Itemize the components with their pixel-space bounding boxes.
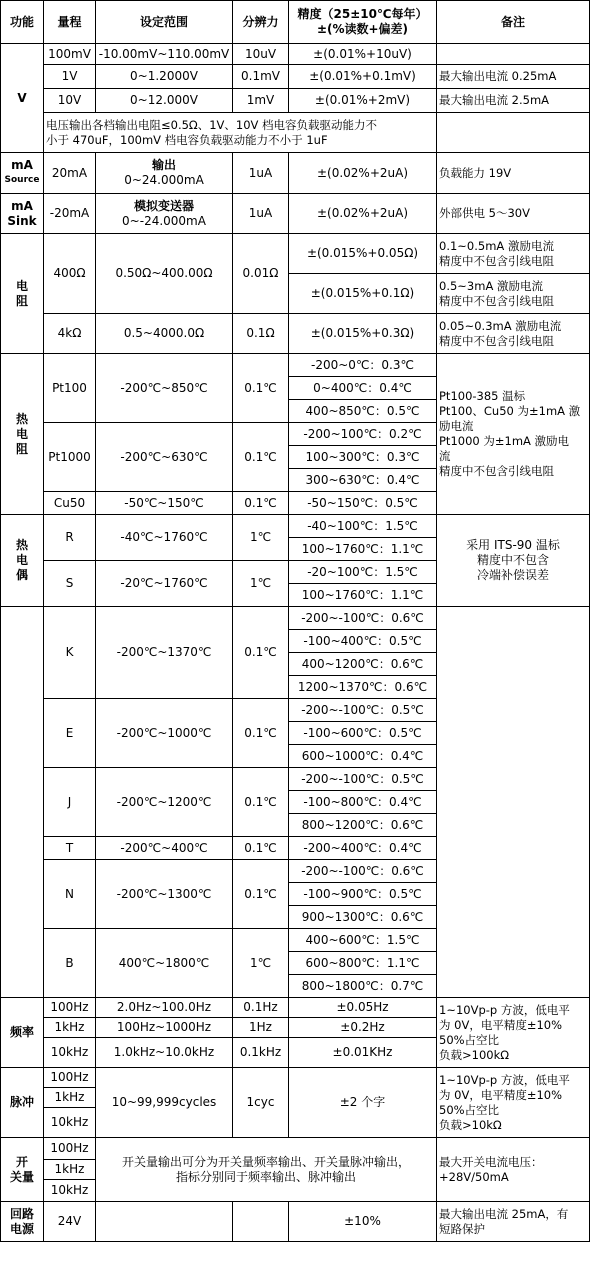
range-cell: S (44, 561, 96, 607)
setting-cell: -40℃~1760℃ (96, 515, 233, 561)
resolution-cell: 1℃ (233, 561, 289, 607)
resolution-cell: 0.1℃ (233, 492, 289, 515)
remark-line: 负载>10kΩ (439, 1117, 502, 1132)
resolution-cell: 1uA (233, 153, 289, 194)
accuracy-cell: -100~400℃：0.5℃ (289, 630, 437, 653)
accuracy-cell: 900~1300℃：0.6℃ (289, 906, 437, 929)
remark-line: 精度中不包含引线电阻 (439, 464, 554, 478)
range-cell: E (44, 699, 96, 768)
remark-cell (437, 1202, 590, 1242)
range-cell: K (44, 607, 96, 699)
header-setting: 设定范围 (96, 1, 233, 44)
func-char: 热 (15, 411, 28, 426)
accuracy-cell: ±0.05Hz (289, 998, 437, 1018)
remark-line: Pt100、Cu50 为±1mA 激 (439, 404, 581, 418)
accuracy-cell: 300~630℃：0.4℃ (289, 469, 437, 492)
switch-desc-line2: 指标分别同于频率输出、脉冲输出 (175, 1169, 356, 1184)
func-char: 电 (15, 553, 28, 567)
remark-line: 精度中不包含引线电阻 (439, 253, 554, 268)
range-cell: 4kΩ (44, 314, 96, 354)
remark-line: 为 0V，电平精度±10% (439, 1017, 563, 1032)
func-char: 关量 (9, 1169, 34, 1184)
accuracy-cell: -200~400℃：0.4℃ (289, 837, 437, 860)
accuracy-cell: -200~-100℃：0.6℃ (289, 860, 437, 883)
setting-cell: 0~1.2000V (96, 65, 233, 89)
remark-line: 短路保护 (439, 1221, 485, 1236)
setting-cell: -200℃~850℃ (96, 354, 233, 423)
func-resistance (1, 234, 44, 354)
accuracy-cell: 400~600℃：1.5℃ (289, 929, 437, 952)
func-ma-sink (1, 194, 44, 234)
accuracy-cell: 800~1800℃：0.7℃ (289, 975, 437, 998)
range-cell: 10V (44, 89, 96, 113)
range-cell: 10kHz (44, 1038, 96, 1068)
setting-cell: -200℃~1200℃ (96, 768, 233, 837)
accuracy-cell: ±(0.015%+0.3Ω) (289, 314, 437, 354)
remark-line: 励电流 (439, 419, 474, 433)
setting-cell: 100Hz~1000Hz (96, 1018, 233, 1038)
func-char: 热 (15, 538, 28, 552)
accuracy-cell: 600~1000℃：0.4℃ (289, 745, 437, 768)
voltage-note-line2: 小于 470uF，100mV 档电容负载驱动能力不小于 1uF (46, 132, 328, 147)
setting-cell: 0.5~4000.0Ω (96, 314, 233, 354)
remark-cell (437, 998, 590, 1068)
table-row (1, 314, 590, 354)
remark-line: 0.5~3mA 激励电流 (439, 278, 543, 293)
accuracy-cell: ±(0.01%+10uV) (289, 44, 437, 65)
header-range: 量程 (44, 1, 96, 44)
table-row (1, 1202, 590, 1242)
accuracy-cell: ±(0.01%+2mV) (289, 89, 437, 113)
resolution-cell: 10uV (233, 44, 289, 65)
remark-line: 50%占空比 (439, 1032, 500, 1047)
header-remark: 备注 (437, 1, 590, 44)
header-resolution: 分辨力 (233, 1, 289, 44)
accuracy-cell: -100~600℃：0.5℃ (289, 722, 437, 745)
range-cell: 1kHz (44, 1160, 96, 1180)
range-cell: 1kHz (44, 1088, 96, 1108)
func-loop-power (1, 1202, 44, 1242)
setting-cell: 2.0Hz~100.0Hz (96, 998, 233, 1018)
resolution-cell: 0.1℃ (233, 860, 289, 929)
accuracy-cell: -200~-100℃：0.5℃ (289, 699, 437, 722)
range-cell: J (44, 768, 96, 837)
voltage-note-line1: 电压输出各档输出电阻≤0.5Ω、1V、10V 档电容负载驱动能力不 (46, 117, 378, 132)
func-frequency: 频率 (1, 998, 44, 1068)
setting-cell: -200℃~1300℃ (96, 860, 233, 929)
accuracy-cell: ±0.01KHz (289, 1038, 437, 1068)
func-char: 阻 (15, 293, 28, 308)
func-ma-source (1, 153, 44, 194)
remark-cell (437, 354, 590, 515)
setting-line1: 模拟变送器 (133, 198, 194, 213)
table-row (1, 515, 590, 538)
remark-line: 为 0V，电平精度±10% (439, 1087, 563, 1102)
remark-cell (437, 314, 590, 354)
setting-cell: -20℃~1760℃ (96, 561, 233, 607)
accuracy-cell: 400~850℃：0.5℃ (289, 400, 437, 423)
func-ma-label: mA (11, 158, 33, 172)
table-row (1, 113, 590, 153)
resolution-cell: 0.1kHz (233, 1038, 289, 1068)
range-cell: 10kHz (44, 1108, 96, 1138)
accuracy-cell: 100~1760℃：1.1℃ (289, 584, 437, 607)
header-accuracy-line2: ±(%读数+偏差) (316, 22, 409, 36)
setting-cell: -200℃~400℃ (96, 837, 233, 860)
func-pulse: 脉冲 (1, 1068, 44, 1138)
func-switch (1, 1138, 44, 1202)
range-cell: 24V (44, 1202, 96, 1242)
setting-cell (96, 153, 233, 194)
remark-cell (437, 113, 590, 153)
table-row (1, 998, 590, 1018)
remark-cell (437, 44, 590, 65)
setting-cell (96, 194, 233, 234)
func-char: 偶 (15, 568, 28, 582)
setting-cell: 10~99,999cycles (96, 1068, 233, 1138)
range-cell: 1V (44, 65, 96, 89)
remark-cell: 最大输出电流 2.5mA (437, 89, 590, 113)
range-cell: R (44, 515, 96, 561)
remark-cell: 最大输出电流 0.25mA (437, 65, 590, 89)
accuracy-cell: -200~-100℃：0.5℃ (289, 768, 437, 791)
accuracy-cell: 800~1200℃：0.6℃ (289, 814, 437, 837)
remark-line: 精度中不包含引线电阻 (439, 333, 554, 348)
resolution-cell: 0.1Hz (233, 998, 289, 1018)
table-row (1, 234, 590, 274)
remark-cell: 外部供电 5～30V (437, 194, 590, 234)
func-ma-sub: Source (4, 175, 40, 185)
setting-cell: -200℃~630℃ (96, 423, 233, 492)
accuracy-cell: -200~-100℃：0.6℃ (289, 607, 437, 630)
accuracy-cell: -40~100℃：1.5℃ (289, 515, 437, 538)
remark-cell (437, 515, 590, 607)
remark-line: 精度中不包含 (476, 553, 549, 567)
accuracy-cell: -100~800℃：0.4℃ (289, 791, 437, 814)
func-rtd (1, 354, 44, 515)
accuracy-cell: 400~1200℃：0.6℃ (289, 653, 437, 676)
range-cell: 100Hz (44, 998, 96, 1018)
accuracy-cell: ±2 个字 (289, 1068, 437, 1138)
remark-cell (437, 1138, 590, 1202)
range-cell: 20mA (44, 153, 96, 194)
header-accuracy-line1: 精度（25±10℃每年） (297, 7, 428, 21)
range-cell: 100Hz (44, 1068, 96, 1088)
setting-cell: 400℃~1800℃ (96, 929, 233, 998)
table-row (1, 65, 590, 89)
remark-line: Pt100-385 温标 (439, 389, 526, 403)
switch-description (96, 1138, 437, 1202)
remark-cell (437, 234, 590, 274)
func-ma-label: mA (11, 198, 33, 213)
resolution-cell: 0.1Ω (233, 314, 289, 354)
func-char: 电 (15, 426, 28, 441)
remark-line: 50%占空比 (439, 1102, 500, 1117)
table-row (1, 44, 590, 65)
remark-line: 流 (439, 449, 451, 463)
range-cell: -20mA (44, 194, 96, 234)
table-row (1, 194, 590, 234)
range-cell: T (44, 837, 96, 860)
remark-line: +28V/50mA (439, 1169, 509, 1184)
range-cell: 100Hz (44, 1138, 96, 1160)
resolution-cell: 0.1mV (233, 65, 289, 89)
accuracy-cell: -200~100℃：0.2℃ (289, 423, 437, 446)
resolution-cell: 0.01Ω (233, 234, 289, 314)
remark-line: Pt1000 为±1mA 激励电 (439, 434, 570, 448)
func-char: 电源 (9, 1221, 34, 1236)
func-tc-continued (1, 607, 44, 998)
table-row (1, 354, 590, 377)
remark-cell (437, 607, 590, 998)
table-row (1, 89, 590, 113)
remark-line: 采用 ITS-90 温标 (466, 538, 560, 552)
accuracy-cell: -100~900℃：0.5℃ (289, 883, 437, 906)
range-cell: N (44, 860, 96, 929)
setting-cell (96, 1202, 233, 1242)
func-char: 阻 (15, 441, 28, 456)
accuracy-cell: ±(0.02%+2uA) (289, 194, 437, 234)
resolution-cell: 0.1℃ (233, 699, 289, 768)
remark-line: 0.1~0.5mA 激励电流 (439, 238, 554, 253)
accuracy-cell: 100~300℃：0.3℃ (289, 446, 437, 469)
accuracy-cell: -20~100℃：1.5℃ (289, 561, 437, 584)
setting-cell: 1.0kHz~10.0kHz (96, 1038, 233, 1068)
resolution-cell: 0.1℃ (233, 837, 289, 860)
accuracy-cell: 0~400℃：0.4℃ (289, 377, 437, 400)
func-char: 电 (15, 278, 28, 293)
remark-line: 最大输出电流 25mA，有 (439, 1206, 569, 1221)
remark-line: 负载>100kΩ (439, 1047, 510, 1062)
accuracy-cell: 600~800℃：1.1℃ (289, 952, 437, 975)
setting-cell: -10.00mV~110.00mV (96, 44, 233, 65)
accuracy-cell: 100~1760℃：1.1℃ (289, 538, 437, 561)
resolution-cell: 1cyc (233, 1068, 289, 1138)
accuracy-cell: -200~0℃：0.3℃ (289, 354, 437, 377)
accuracy-cell: ±(0.02%+2uA) (289, 153, 437, 194)
resolution-cell: 0.1℃ (233, 607, 289, 699)
range-cell: 1kHz (44, 1018, 96, 1038)
accuracy-cell: ±10% (289, 1202, 437, 1242)
resolution-cell: 0.1℃ (233, 354, 289, 423)
accuracy-cell: ±0.2Hz (289, 1018, 437, 1038)
setting-line2: 0~-24.000mA (122, 213, 206, 228)
func-char: 开 (15, 1154, 28, 1169)
range-cell: Pt100 (44, 354, 96, 423)
setting-cell: -50℃~150℃ (96, 492, 233, 515)
table-row (1, 1068, 590, 1088)
range-cell: Cu50 (44, 492, 96, 515)
table-row (1, 153, 590, 194)
setting-line1: 输出 (151, 158, 176, 172)
range-cell: 400Ω (44, 234, 96, 314)
remark-cell (437, 274, 590, 314)
header-func: 功能 (1, 1, 44, 44)
remark-line: 最大开关电流电压： (439, 1154, 543, 1169)
setting-cell: 0.50Ω~400.00Ω (96, 234, 233, 314)
remark-cell (437, 1068, 590, 1138)
func-tc (1, 515, 44, 607)
func-ma-sub: Sink (7, 213, 37, 228)
range-cell: 10kHz (44, 1180, 96, 1202)
remark-cell: 负载能力 19V (437, 153, 590, 194)
voltage-note (44, 113, 437, 153)
remark-line: 0.05~0.3mA 激励电流 (439, 318, 562, 333)
remark-line: 1~10Vp-p 方波，低电平 (439, 1002, 570, 1017)
accuracy-cell: ±(0.015%+0.1Ω) (289, 274, 437, 314)
func-char: 回路 (9, 1206, 34, 1221)
accuracy-cell: ±(0.01%+0.1mV) (289, 65, 437, 89)
remark-line: 冷端补偿误差 (476, 568, 549, 582)
header-accuracy (289, 1, 437, 44)
resolution-cell: 0.1℃ (233, 423, 289, 492)
table-row (1, 1138, 590, 1160)
resolution-cell (233, 1202, 289, 1242)
resolution-cell: 1mV (233, 89, 289, 113)
range-cell: Pt1000 (44, 423, 96, 492)
func-voltage: V (1, 44, 44, 153)
range-cell: 100mV (44, 44, 96, 65)
remark-line: 精度中不包含引线电阻 (439, 293, 554, 308)
resolution-cell: 1uA (233, 194, 289, 234)
remark-line: 1~10Vp-p 方波，低电平 (439, 1072, 570, 1087)
table-row (1, 607, 590, 630)
switch-desc-line1: 开关量输出可分为开关量频率输出、开关量脉冲输出， (121, 1154, 410, 1169)
setting-line2: 0~24.000mA (124, 173, 204, 187)
resolution-cell: 1℃ (233, 515, 289, 561)
resolution-cell: 0.1℃ (233, 768, 289, 837)
accuracy-cell: ±(0.015%+0.05Ω) (289, 234, 437, 274)
setting-cell: -200℃~1370℃ (96, 607, 233, 699)
setting-cell: 0~12.000V (96, 89, 233, 113)
range-cell: B (44, 929, 96, 998)
accuracy-cell: 1200~1370℃：0.6℃ (289, 676, 437, 699)
resolution-cell: 1Hz (233, 1018, 289, 1038)
accuracy-cell: -50~150℃：0.5℃ (289, 492, 437, 515)
header-row (1, 1, 590, 44)
setting-cell: -200℃~1000℃ (96, 699, 233, 768)
resolution-cell: 1℃ (233, 929, 289, 998)
